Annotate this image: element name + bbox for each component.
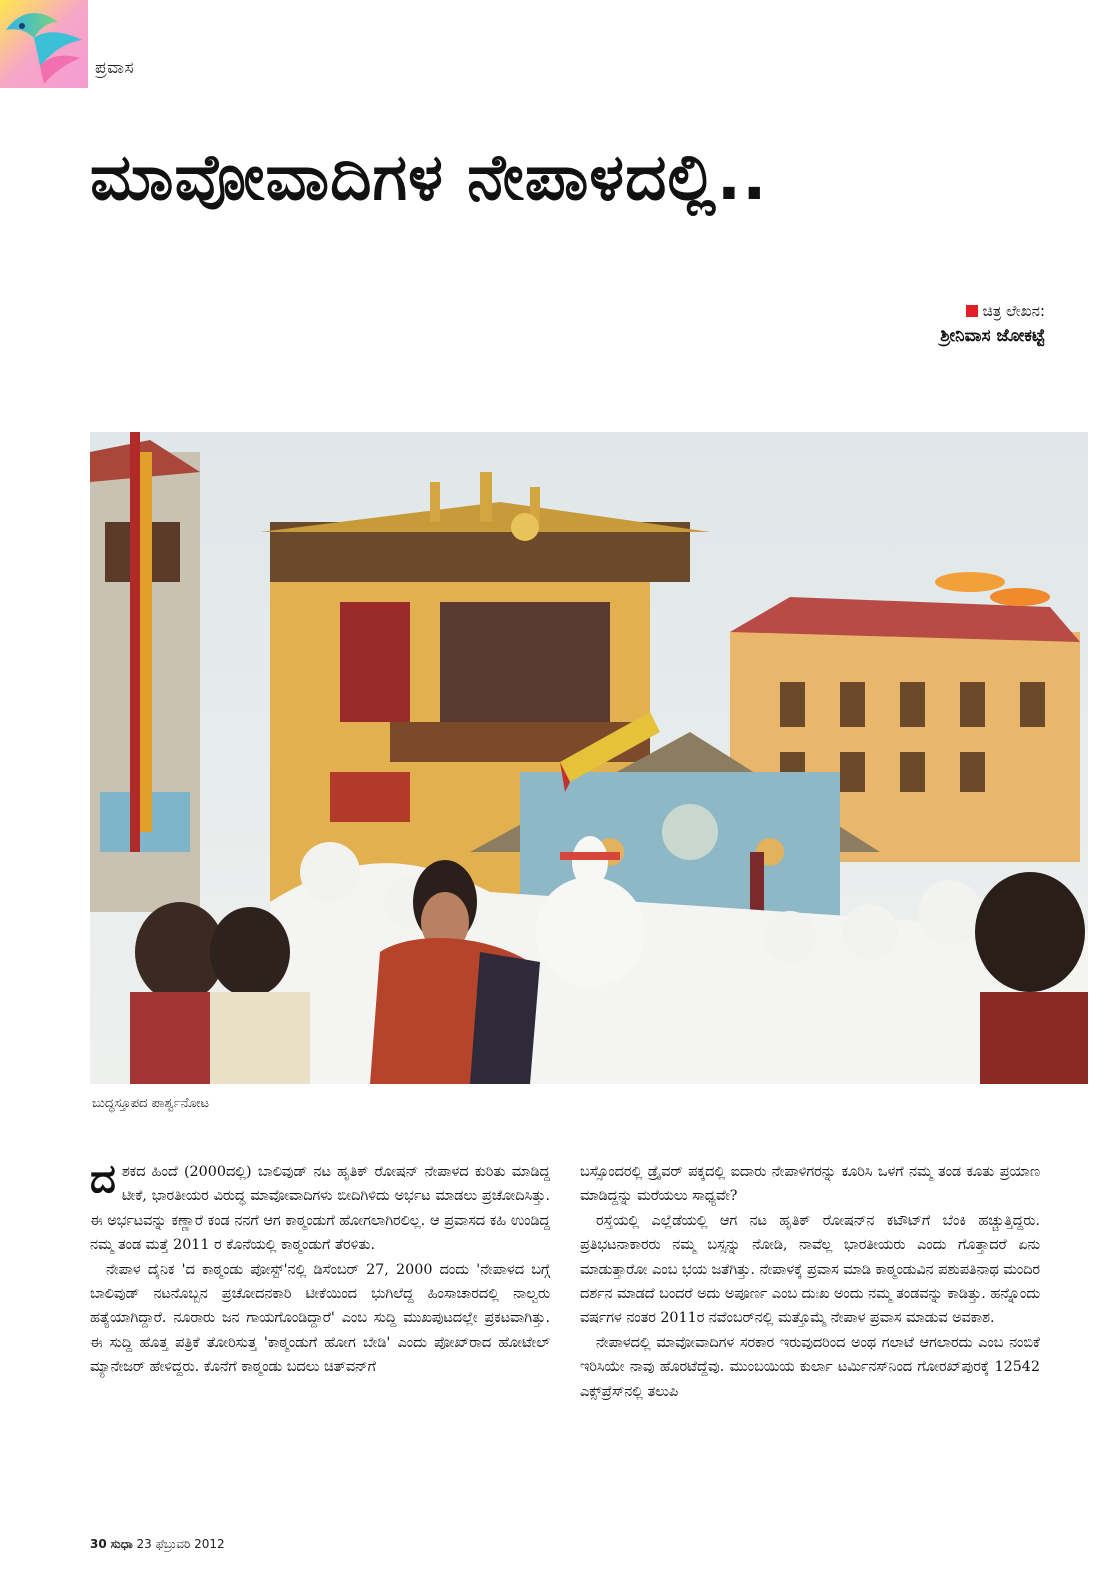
issue-date: 23 ಫೆಬ್ರುವರಿ 2012 (136, 1537, 225, 1551)
article-paragraph: ನೇಪಾಳ ದೈನಿಕ 'ದ ಕಾಠ್ಮಂಡು ಪೋಸ್ಟ್'ನಲ್ಲಿ ಡಿಸೆಂಬರ್ 27, 2000 ದಂದು 'ನೇಪಾಳದ ಬಗ್ಗೆ ಬಾಲಿವುಡ್ ನಟನೊಬ್ಬನ ಪ್ರಚೋದನಕಾರಿ ಟೀಕೆಯಿಂದ ಭುಗಿಲೆದ್ದ ಹಿಂಸಾಚಾರದಲ್ಲಿ ನಾಲ್ವರು ಹತ್ಯೆಯಾಗಿದ್ದಾರೆ. ನೂರಾರು ಜನ ಗಾಯಗೊಂಡಿದ್ದಾರೆ' ಎಂಬ ಸುದ್ದಿ ಮುಖಪುಟದಲ್ಲೇ ಪ್ರಕಟವಾಗಿತ್ತು. ಈ ಸುದ್ದಿ ಹೊತ್ತ ಪತ್ರಿಕೆ ತೋರಿಸುತ್ತ 'ಕಾಠ್ಮಂಡುಗೆ ಹೋಗ ಬೇಡಿ' ಎಂದು ಪೋಖ್‌ರಾದ ಹೋಟೇಲ್ ಮ್ಯಾನೇಜರ್ ಹೇಳಿದ್ದರು. ಕೊನೆಗೆ ಕಾಠ್ಮಂಡು ಬದಲು ಚಿತ್‌ವನ್‌ಗೆ (90, 1261, 550, 1376)
article-paragraph: ಬಸ್ಸೊಂದರಲ್ಲಿ ಡ್ರೈವರ್ ಪಕ್ಕದಲ್ಲಿ ಐದಾರು ನೇಪಾಳಿಗರನ್ನು ಕೂರಿಸಿ ಒಳಗೆ ನಮ್ಮ ತಂಡ ಕೂತು ಪ್ರಯಾಣ ಮಾಡಿದ್ದನ್ನು ಮರೆಯಲು ಸಾಧ್ಯವೇ? (580, 1164, 1040, 1205)
magazine-name: ಸುಧಾ (110, 1537, 133, 1551)
byline-marker (966, 305, 978, 317)
page-footer (90, 1537, 225, 1552)
article-paragraph: ರಸ್ತೆಯಲ್ಲಿ ಎಲ್ಲೆಡೆಯಲ್ಲಿ ಆಗ ನಟ ಹೃತಿಕ್ ರೋಷನ್‌ನ ಕಟೌಟ್‌ಗೆ ಬೆಂಕಿ ಹಚ್ಚುತ್ತಿದ್ದರು. ಪ್ರತಿಭಟನಾಕಾರರು ನಮ್ಮ ಬಸ್ಸನ್ನು ನೋಡಿ, ನಾವೆಲ್ಲ ಭಾರತೀಯರು ಎಂದು ಗೊತ್ತಾದರೆ ಏನು ಮಾಡುತ್ತಾರೋ ಎಂಬ ಭಯ ಜತೆಗಿತ್ತು. ನೇಪಾಳಕ್ಕೆ ಪ್ರವಾಸ ಮಾಡಿ ಕಾಠ್ಮಂಡುವಿನ ಪಶುಪತಿನಾಥ ಮಂದಿರ ದರ್ಶನ ಮಾಡದೆ ಬಂದರೆ ಅದು ಅಪೂರ್ಣ ಎಂಬ ದುಃಖ ಅಂದು ನಮ್ಮ ತಂಡವನ್ನು ಕಾಡಿತ್ತು. ಹನ್ನೊಂದು ವರ್ಷಗಳ ನಂತರ 2011ರ ನವೆಂಬರ್‌ನಲ್ಲಿ ಮತ್ತೊಮ್ಮೆ ನೇಪಾಳ ಪ್ರವಾಸ ಮಾಡುವ ಅವಕಾಶ. (580, 1212, 1040, 1327)
magazine-logo-bird-icon (0, 0, 88, 88)
article-column-left (90, 1155, 550, 1380)
section-label: ಪ್ರವಾಸ (95, 58, 135, 78)
photo-caption: ಬುದ್ಧಸ್ತೂಪದ ಪಾರ್ಶ್ವನೋಟ (92, 1096, 209, 1111)
byline (940, 302, 1045, 346)
byline-author: ಶ್ರೀನಿವಾಸ ಜೋಕಟ್ಟೆ (940, 326, 1045, 346)
byline-label: ಚಿತ್ರ ಲೇಖನ: (982, 302, 1045, 320)
stupa-photograph (90, 432, 1088, 1084)
article-paragraph: ನೇಪಾಳದಲ್ಲಿ ಮಾವೋವಾದಿಗಳ ಸರಕಾರ ಇರುವುದರಿಂದ ಅಂಥ ಗಲಾಟೆ ಆಗಲಾರದು ಎಂಬ ನಂಬಿಕೆ ಇರಿಸಿಯೇ ನಾವು ಹೊರಟೆದ್ದೆವು. ಮುಂಬಯಿಯ ಕುರ್ಲಾ ಟರ್ಮಿನಸ್‌ನಿಂದ ಗೋರಖ್‌ಪುರಕ್ಕೆ 12542 ಎಕ್ಸ್‌ಪ್ರೆಸ್‌ನಲ್ಲಿ ತಲುಪಿ (580, 1334, 1040, 1400)
article-headline: ಮಾವೋವಾದಿಗಳ ನೇಪಾಳದಲ್ಲಿ.. (90, 141, 768, 215)
page-number: 30 (90, 1537, 107, 1551)
article-column-right (580, 1160, 1040, 1404)
drop-cap: ದ (90, 1155, 116, 1202)
article-paragraph: ದ ಶಕದ ಹಿಂದೆ (2000ದಲ್ಲಿ) ಬಾಲಿವುಡ್ ನಟ ಹೃತಿಕ್ ರೋಷನ್ ನೇಪಾಳದ ಕುರಿತು ಮಾಡಿದ್ದ ಟೀಕೆ, ಭಾರತೀಯರ ವಿರುದ್ಧ ಮಾವೋವಾದಿಗಳು ಬೀದಿಗಿಳಿದು ಅರ್ಭಟ ಮಾಡಲು ಪ್ರಚೋದಿಸಿತ್ತು. ಈ ಅರ್ಭಟವನ್ನು ಕಣ್ಣಾರೆ ಕಂಡ ನನಗೆ ಆಗ ಕಾಠ್ಮಂಡುಗೆ ಹೋಗಲಾಗಿರಲಿಲ್ಲ. ಆ ಪ್ರವಾಸದ ಕಹಿ ಉಂಡಿದ್ದ ನಮ್ಮ ತಂಡ ಮತ್ತೆ 2011 ರ ಕೊನೆಯಲ್ಲಿ ಕಾಠ್ಮಂಡುಗೆ ತೆರಳಿತು. (90, 1155, 550, 1254)
